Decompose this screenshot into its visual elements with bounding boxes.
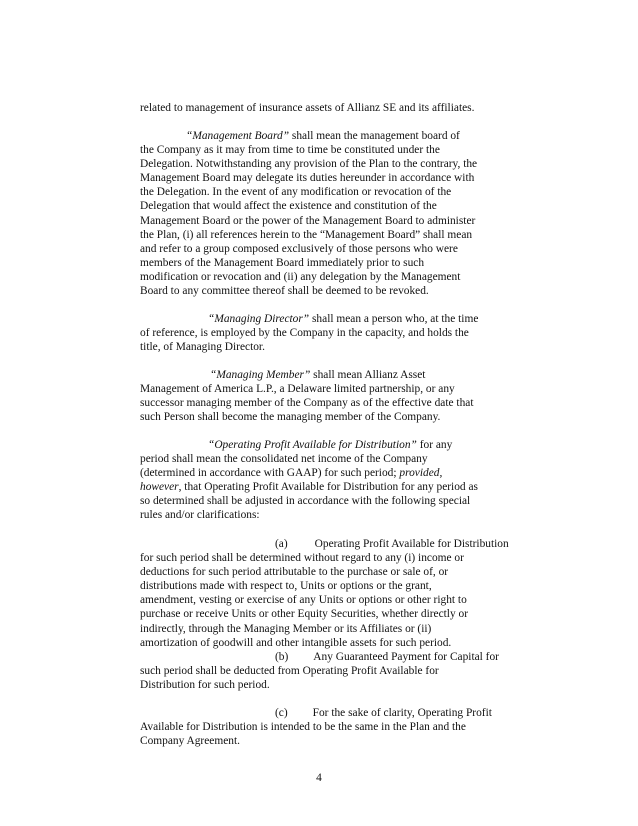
clause-label: (c) — [275, 707, 288, 719]
defined-term: “Management Board” — [186, 130, 290, 142]
text-line: so determined shall be adjusted in accordance with the following special — [140, 495, 471, 508]
text-line: purchase or receive Units or other Equity Securities, whether directly or — [140, 608, 468, 621]
text-line: modification or revocation and (ii) any delegation by the Management — [140, 270, 461, 283]
text-line: the Company as it may from time to time be constituted under the — [140, 144, 440, 157]
clause-label: (b) — [275, 651, 289, 663]
text-line: such Person shall become the managing member of the Company. — [140, 411, 441, 424]
defined-term: “Managing Member” — [210, 369, 311, 381]
text-line: Available for Distribution is intended to be the same in the Plan and the — [140, 721, 466, 734]
text-line: members of the Management Board immediately prior to such — [140, 256, 425, 269]
text-line: period shall mean the consolidated net income of the Company — [140, 453, 428, 466]
text-line: Distribution for such period. — [140, 679, 270, 692]
text-line: Company Agreement. — [140, 735, 240, 748]
page-number: 4 — [316, 772, 322, 784]
text-line: Delegation that would affect the existence and constitution of the — [140, 200, 437, 213]
text-line: rules and/or clarifications: — [140, 509, 260, 522]
clause-c: (c) For the sake of clarity, Operating Profit Available for Distribution is intended to be the same in the Plan and the Company Agreement. — [140, 706, 500, 748]
text-line: the Plan, (i) all references herein to the “Management Board” shall mean — [140, 228, 473, 241]
text-line: of reference, is employed by the Company in the capacity, and holds the — [140, 327, 469, 340]
text-line: amortization of goodwill and other intangible assets for such period. — [140, 636, 452, 649]
text-line: distributions made with respect to, Units or options or the grant, — [140, 580, 432, 593]
text-line: for such period shall be determined without regard to any (i) income or — [140, 552, 464, 565]
text-line: title, of Managing Director. — [140, 341, 265, 354]
defined-term: “Managing Director” — [208, 313, 310, 325]
text-line: Delegation. Notwithstanding any provision of the Plan to the contrary, the — [140, 158, 478, 171]
text-line: indirectly, through the Managing Member or its Affiliates or (ii) — [140, 622, 432, 635]
text-line: the Delegation. In the event of any modification or revocation of the — [140, 186, 452, 199]
definition-managing-director: “Managing Director” shall mean a person who, at the time of reference, is employed by the Company in the capacity, and holds the title, of Managing Director. — [140, 312, 500, 354]
text-line: successor managing member of the Company as of the effective date that — [140, 397, 474, 410]
clause-a: (a) Operating Profit Available for Distribution for such period shall be determined without regard to any (i) income or deductions for such period attributable to the purchase or sale of, or distributions made with respect to, Units or options or the grant, amendment, vesting or exercise of any Units or options or other right to purchase or receive Units or other Equity Securities, whether directly or indirectly, through the Managing Member or its Affiliates or (ii) amortization of goodwill and other intangible assets for such period. — [140, 538, 509, 649]
paragraph-intro — [140, 101, 500, 115]
text-line: and refer to a group composed exclusively of those persons who were — [140, 242, 458, 255]
defined-term: “Operating Profit Available for Distribution” — [208, 439, 417, 451]
clause-b: (b) Any Guaranteed Payment for Capital for such period shall be deducted from Operating Profit Available for Distribution for such period. — [140, 651, 499, 692]
clause-label: (a) — [275, 538, 288, 550]
text-line: Management of America L.P., a Delaware limited partnership, or any — [140, 383, 455, 396]
text-line: Management Board may delegate its duties hereunder in accordance with — [140, 172, 475, 185]
text-line: deductions for such period attributable to the purchase or sale of, or — [140, 566, 449, 579]
text-line: Management Board or the power of the Management Board to administer — [140, 214, 476, 227]
definition-operating-profit: “Operating Profit Available for Distribution” for any period shall mean the consolidated net income of the Company (determined in accordance with GAAP) for such period; provided, however, that Operating Profit Available for Distribution for any period as so determined shall be adjusted in accordance with the following special rules and/or clarifications: — [140, 438, 500, 523]
definition-managing-member: “Managing Member” shall mean Allianz Asset Management of America L.P., a Delaware limited partnership, or any successor managing member of the Company as of the effective date that such Person shall become the managing member of the Company. — [140, 368, 500, 424]
text-line: related to management of insurance assets of Allianz SE and its affiliates. — [140, 102, 475, 114]
definition-management-board: “Management Board” shall mean the management board of the Company as it may from time to time be constituted under the Delegation. Notwithstanding any provision of the Plan to the contrary, the Management Board may delegate its duties hereunder in accordance with the Delegation. In the event of any modification or revocation of the Delegation that would affect the existence and constitution of the Management Board or the power of the Management Board to administer the Plan, (i) all references herein to the “Management Board” shall mean and refer to a group composed exclusively of those persons who were members of the Management Board immediately prior to such modification or revocation and (ii) any delegation by the Management Board to any committee thereof shall be deemed to be revoked. — [140, 129, 500, 298]
text-line: Board to any committee thereof shall be deemed to be revoked. — [140, 285, 429, 298]
text-line: such period shall be deducted from Operating Profit Available for — [140, 665, 439, 678]
text-line: amendment, vesting or exercise of any Units or options or other right to — [140, 594, 467, 607]
